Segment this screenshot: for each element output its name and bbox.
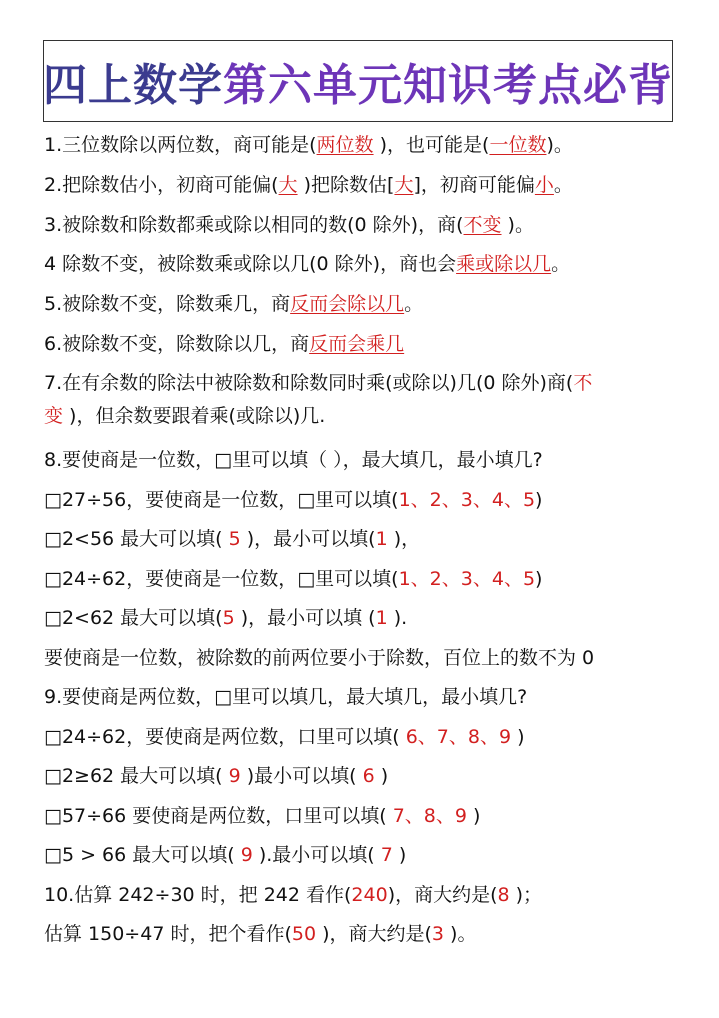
line-text: 4 除数不变，被除数乘或除以几(0 除外)，商也会 <box>44 253 457 275</box>
text-line-p9d <box>44 842 406 868</box>
line-text: ) <box>535 489 543 511</box>
text-line-p9a <box>44 724 525 750</box>
answer-text: 9 <box>228 765 241 787</box>
line-text: □2<62 最大可以填( <box>44 607 223 629</box>
line-text: )，最小可以填 ( <box>234 607 376 629</box>
text-line-p1 <box>44 132 573 158</box>
answer-text: 反而会除以几 <box>290 293 405 315</box>
line-text: 7.在有余数的除法中被除数和除数同时乘(或除以)几(0 除外)商( <box>44 372 574 394</box>
answer-text: 反而会乘几 <box>309 333 405 355</box>
line-text: ]，初商可能偏 <box>413 174 535 196</box>
answer-text: 8 <box>497 884 510 906</box>
text-line-p9b <box>44 763 388 789</box>
title-part-2: 第六单元知识考点必背 <box>223 60 673 111</box>
answer-text: 一位数 <box>489 134 547 156</box>
answer-text: 9 <box>240 844 253 866</box>
answer-text: 1、2、3、4、5 <box>398 489 536 511</box>
text-line-p6 <box>44 331 404 357</box>
line-text: □5 > 66 最大可以填( <box>44 844 241 866</box>
line-text: ) <box>511 726 525 748</box>
line-text: 估算 150÷47 时，把个看作( <box>44 923 292 945</box>
text-line-p10b <box>44 921 476 947</box>
answer-text: 50 <box>291 923 317 945</box>
line-text: ) <box>374 765 389 787</box>
answer-text: 7、8、9 <box>392 805 467 827</box>
line-text: 。 <box>551 253 571 275</box>
line-text: 。 <box>553 174 573 196</box>
answer-text: 240 <box>351 884 388 906</box>
line-text: ) <box>535 568 543 590</box>
line-text: □57÷66 要使商是两位数，口里可以填( <box>44 805 393 827</box>
line-text: ). <box>387 607 408 629</box>
line-text: )最小可以填( <box>240 765 363 787</box>
text-line-p9c <box>44 803 480 829</box>
line-text: □27÷56，要使商是一位数，□里可以填( <box>44 489 399 511</box>
answer-text: 1 <box>375 607 388 629</box>
answer-text: 6 <box>362 765 375 787</box>
text-line-p8 <box>44 447 543 473</box>
text-line-p7a <box>44 370 592 396</box>
line-text: )。 <box>444 923 477 945</box>
answer-text: 1 <box>375 528 388 550</box>
line-text: )； <box>509 884 543 906</box>
line-text: )把除数估[ <box>297 174 395 196</box>
text-line-p5 <box>44 291 423 317</box>
line-text: 9.要使商是两位数，□里可以填几，最大填几，最小填几? <box>44 686 528 708</box>
answer-text: 乘或除以几 <box>456 253 552 275</box>
answer-text: 大 <box>278 174 298 196</box>
line-text: ) <box>466 805 481 827</box>
line-text: 5.被除数不变，除数乘几，商 <box>44 293 291 315</box>
text-line-p4 <box>44 251 570 277</box>
text-line-p8d <box>44 605 407 631</box>
line-text: 8.要使商是一位数，□里可以填（ ），最大填几，最小填几? <box>44 449 543 471</box>
line-text: 10.估算 242÷30 时，把 242 看作( <box>44 884 352 906</box>
line-text: )。 <box>546 134 573 156</box>
text-line-p2 <box>44 172 573 198</box>
text-line-p8c <box>44 566 542 592</box>
line-text: 3.被除数和除数都乘或除以相同的数(0 除外)，商( <box>44 214 464 236</box>
title-box <box>43 40 673 122</box>
line-text: ) <box>392 844 407 866</box>
line-text: □24÷62，要使商是两位数，口里可以填( <box>44 726 406 748</box>
line-text: )，但余数要跟着乘(或除以)几. <box>63 405 326 427</box>
answer-text: 3 <box>431 923 445 945</box>
text-line-p9 <box>44 684 527 710</box>
text-line-p8b <box>44 526 420 552</box>
answer-text: 大 <box>394 174 414 196</box>
answer-text: 6、7、8、9 <box>405 726 512 748</box>
title-part-1: 四上数学 <box>43 60 223 111</box>
line-text: )，最小可以填( <box>240 528 376 550</box>
line-text: )， <box>387 528 421 550</box>
text-line-p7b <box>44 403 325 429</box>
line-text: )，也可能是( <box>373 134 490 156</box>
answer-text: 变 <box>44 405 64 427</box>
line-text: 要使商是一位数，被除数的前两位要小于除数，百位上的数不为 0 <box>44 647 595 669</box>
line-text: 6.被除数不变，除数除以几，商 <box>44 333 310 355</box>
answer-text: 不 <box>573 372 593 394</box>
line-text: )，商大约是( <box>316 923 432 945</box>
text-line-p8e <box>44 645 594 671</box>
line-text: □24÷62，要使商是一位数，□里可以填( <box>44 568 399 590</box>
answer-text: 7 <box>380 844 393 866</box>
line-text: 2.把除数估小，初商可能偏( <box>44 174 279 196</box>
text-line-p10 <box>44 882 542 908</box>
line-text: )，商大约是( <box>387 884 498 906</box>
line-text: )。 <box>501 214 534 236</box>
answer-text: 5 <box>228 528 241 550</box>
line-text: 1.三位数除以两位数，商可能是( <box>44 134 317 156</box>
answer-text: 1、2、3、4、5 <box>398 568 536 590</box>
line-text: ).最小可以填( <box>252 844 381 866</box>
answer-text: 不变 <box>463 214 502 236</box>
answer-text: 小 <box>534 174 554 196</box>
line-text: □2≥62 最大可以填( <box>44 765 229 787</box>
text-line-p3 <box>44 212 534 238</box>
line-text: □2<56 最大可以填( <box>44 528 229 550</box>
line-text: 。 <box>404 293 424 315</box>
text-line-p8a <box>44 487 542 513</box>
answer-text: 5 <box>222 607 235 629</box>
answer-text: 两位数 <box>316 134 374 156</box>
page-title <box>43 49 673 113</box>
